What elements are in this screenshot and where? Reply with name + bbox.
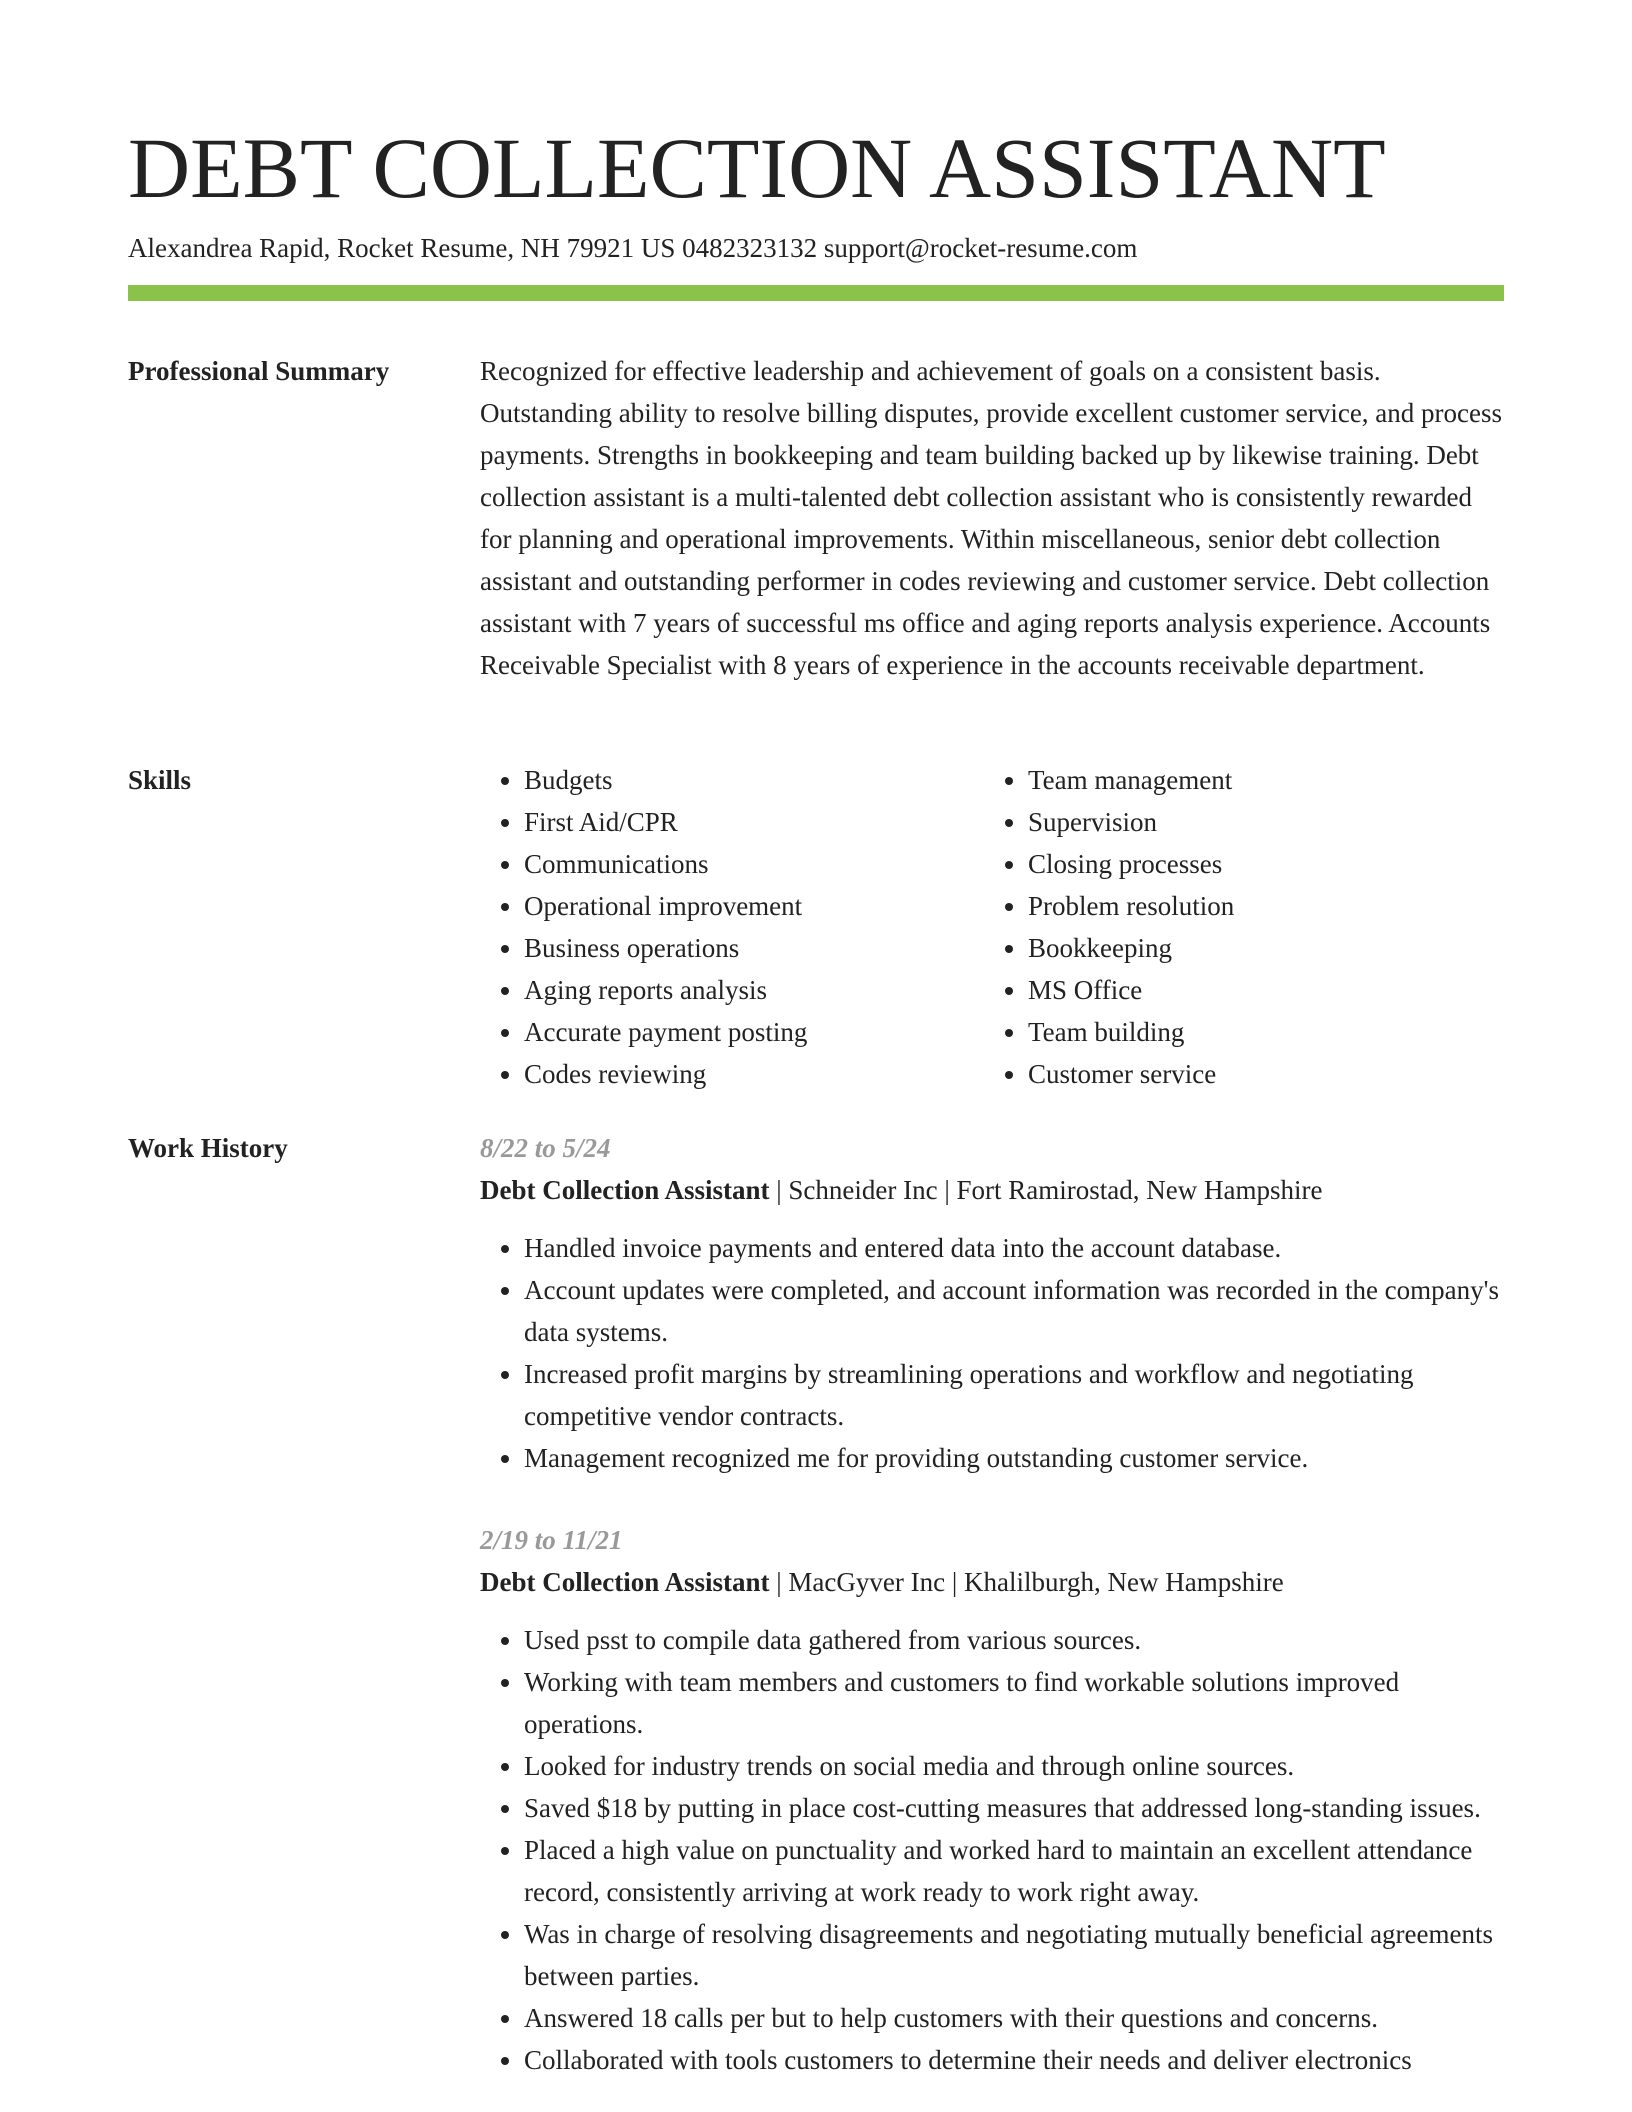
skills-list-right [984, 759, 1488, 1095]
resume-title: DEBT COLLECTION ASSISTANT [128, 120, 1386, 216]
job-dates: 2/19 to 11/21 [480, 1525, 623, 1555]
summary-label: Professional Summary [128, 356, 390, 386]
skills-columns [480, 759, 1504, 1095]
summary-text: Recognized for effective leadership and achievement of goals on a consistent basis. Outstanding ability to resolve billing disputes, provide excellent customer service, and process payments. Strengths in bookkeeping and team building backed up by likewise training. Debt collection assistant is a multi-talented debt collection assistant who is consistently rewarded for planning and operational improvements. Within miscellaneous, senior debt collection assistant and outstanding performer in codes reviewing and customer service. Debt collection assistant with 7 years of successful ms office and aging reports analysis experience. Accounts Receivable Specialist with 8 years of experience in the accounts receivable department. [480, 356, 1503, 680]
job-entry [480, 1519, 1504, 2081]
work-history-label: Work History [128, 1133, 288, 1163]
accent-divider [128, 285, 1504, 301]
skill-item: • Operational improvement [524, 885, 984, 927]
job-bullet: • Handled invoice payments and entered data into the account database. [524, 1227, 1504, 1269]
job-employer-location: | Schneider Inc | Fort Ramirostad, New Hampshire [769, 1175, 1323, 1205]
job-bullet: • Was in charge of resolving disagreements and negotiating mutually beneficial agreements between parties. [524, 1913, 1504, 1997]
skill-item: • Closing processes [1028, 843, 1488, 885]
skill-item: • Problem resolution [1028, 885, 1488, 927]
skill-item: • Customer service [1028, 1053, 1488, 1095]
skill-item: • Codes reviewing [524, 1053, 984, 1095]
job-bullet: • Looked for industry trends on social media and through online sources. [524, 1745, 1504, 1787]
job-dates: 8/22 to 5/24 [480, 1133, 611, 1163]
summary-body [480, 350, 1504, 686]
skills-body [480, 759, 1504, 1095]
job-title: Debt Collection Assistant [480, 1175, 770, 1205]
job-bullet: • Placed a high value on punctuality and worked hard to maintain an excellent attendance record, consistently arriving at work ready to work right away. [524, 1829, 1504, 1913]
job-bullet: • Answered 18 calls per but to help customers with their questions and concerns. [524, 1997, 1504, 2039]
skill-item: • Team management [1028, 759, 1488, 801]
job-title-line [480, 1169, 1504, 1211]
skill-item: • Supervision [1028, 801, 1488, 843]
job-bullet: • Saved $18 by putting in place cost-cutting measures that addressed long-standing issues. [524, 1787, 1504, 1829]
job-title: Debt Collection Assistant [480, 1567, 770, 1597]
skill-item: • First Aid/CPR [524, 801, 984, 843]
contact-line: Alexandrea Rapid, Rocket Resume, NH 79921 US 0482323132 support@rocket-resume.com [128, 233, 1138, 263]
skill-item: • MS Office [1028, 969, 1488, 1011]
job-bullet: • Collaborated with tools customers to determine their needs and deliver electronics [524, 2039, 1504, 2081]
resume-header [128, 118, 1504, 266]
work-history-body [480, 1127, 1504, 2112]
skills-list-left [480, 759, 984, 1095]
skill-item: • Business operations [524, 927, 984, 969]
job-bullet: • Working with team members and customers to find workable solutions improved operations. [524, 1661, 1504, 1745]
skill-item: • Team building [1028, 1011, 1488, 1053]
job-bullets [480, 1227, 1504, 1479]
skills-label: Skills [128, 765, 192, 795]
job-title-line [480, 1561, 1504, 1603]
job-bullet: • Management recognized me for providing outstanding customer service. [524, 1437, 1504, 1479]
skill-item: • Communications [524, 843, 984, 885]
skill-item: • Accurate payment posting [524, 1011, 984, 1053]
job-bullet: • Increased profit margins by streamlining operations and workflow and negotiating competitive vendor contracts. [524, 1353, 1504, 1437]
job-entry [480, 1127, 1504, 1479]
job-bullet: • Used psst to compile data gathered from various sources. [524, 1619, 1504, 1661]
skill-item: • Bookkeeping [1028, 927, 1488, 969]
job-bullet: • Account updates were completed, and account information was recorded in the company's data systems. [524, 1269, 1504, 1353]
job-bullets [480, 1619, 1504, 2081]
job-employer-location: | MacGyver Inc | Khalilburgh, New Hampshire [769, 1567, 1284, 1597]
skill-item: • Budgets [524, 759, 984, 801]
skill-item: • Aging reports analysis [524, 969, 984, 1011]
